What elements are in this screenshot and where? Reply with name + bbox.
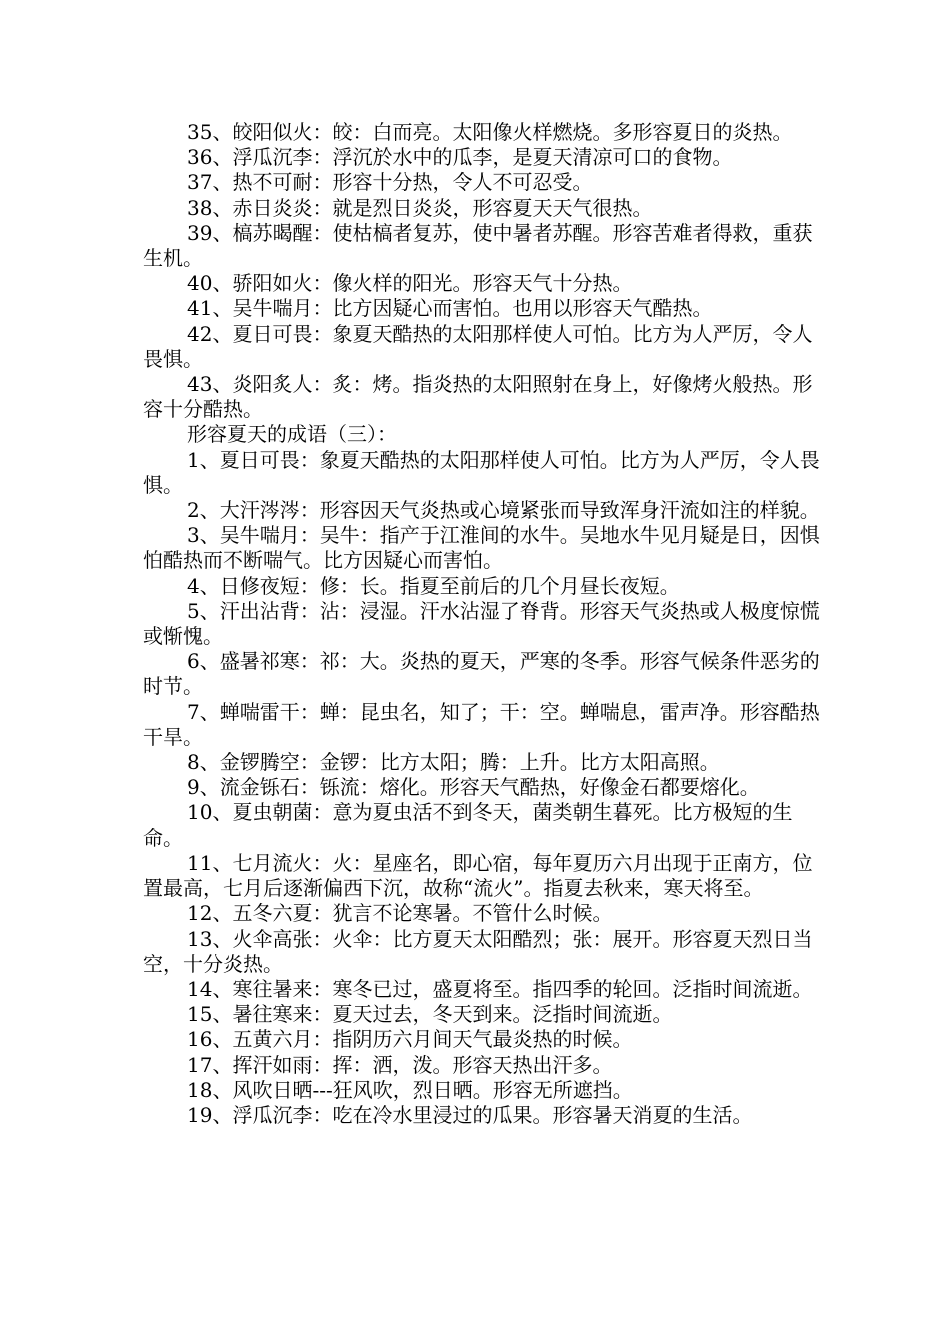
paragraph-section3-2: 2、大汗涔涔：形容因天气炎热或心境紧张而导致浑身汗流如注的样貌。	[187, 498, 820, 523]
paragraph-section3-1: 1、夏日可畏：象夏天酷热的太阳那样使人可怕。比方为人严厉，令人畏惧。	[143, 447, 820, 497]
paragraph-idiom-41: 41、吴牛喘月：比方因疑心而害怕。也用以形容天气酷热。	[187, 296, 713, 321]
paragraph-section3-10: 10、夏虫朝菌：意为夏虫活不到冬天，菌类朝生暮死。比方极短的生命。	[143, 800, 793, 850]
paragraph-idiom-35: 35、皎阳似火：皎：白而亮。太阳像火样燃烧。多形容夏日的炎热。	[187, 120, 793, 144]
paragraph-section3-17: 17、挥汗如雨：挥：洒，泼。形容天热出汗多。	[187, 1052, 613, 1077]
paragraph-section3-4: 4、日修夜短：修：长。指夏至前后的几个月昼长夜短。	[187, 573, 680, 598]
paragraph-section3-12: 12、五冬六夏：犹言不论寒暑。不管什么时候。	[187, 901, 613, 926]
paragraph-section3-6: 6、盛暑祁寒：祁：大。炎热的夏天，严寒的冬季。形容气候条件恶劣的时节。	[143, 649, 820, 699]
paragraph-section3-13: 13、火伞高张：火伞：比方夏天太阳酷烈；张：展开。形容夏天烈日当空，十分炎热。	[143, 926, 813, 976]
paragraph-section3-9: 9、流金铄石：铄流：熔化。形容天气酷热，好像金石都要熔化。	[187, 775, 760, 800]
paragraph-idiom-38: 38、赤日炎炎：就是烈日炎炎，形容夏天天气很热。	[187, 195, 653, 220]
document-body	[143, 120, 823, 1128]
paragraph-idiom-42: 42、夏日可畏：象夏天酷热的太阳那样使人可怕。比方为人严厉，令人畏惧。	[143, 321, 813, 371]
paragraph-idiom-36: 36、浮瓜沉李：浮沉於水中的瓜李，是夏天清凉可口的食物。	[187, 145, 733, 170]
section-heading: 形容夏天的成语（三）：	[187, 422, 397, 447]
paragraph-section3-7: 7、蝉喘雷干：蝉：昆虫名，知了；干：空。蝉喘息，雷声净。形容酷热干旱。	[143, 699, 820, 749]
paragraph-section3-3: 3、吴牛喘月：吴牛：指产于江淮间的水牛。吴地水牛见月疑是日，因惧怕酷热而不断喘气。比方因疑心而害怕。	[143, 523, 820, 573]
paragraph-section3-5: 5、汗出沾背：沾：浸湿。汗水沾湿了脊背。形容天气炎热或人极度惊慌或惭愧。	[143, 598, 820, 649]
paragraph-section3-19: 19、浮瓜沉李：吃在冷水里浸过的瓜果。形容暑天消夏的生活。	[187, 1102, 753, 1127]
paragraph-section3-16: 16、五黄六月：指阴历六月间天气最炎热的时候。	[187, 1027, 633, 1052]
paragraph-idiom-43: 43、炎阳炙人：炙：烤。指炎热的太阳照射在身上，好像烤火般热。形容十分酷热。	[143, 372, 813, 422]
paragraph-section3-14: 14、寒往暑来：寒冬已过，盛夏将至。指四季的轮回。泛指时间流逝。	[187, 976, 813, 1001]
paragraph-idiom-39: 39、槁苏暍醒：使枯槁者复苏，使中暑者苏醒。形容苦难者得救，重获生机。	[143, 220, 813, 271]
paragraph-section3-18: 18、风吹日晒---狂风吹，烈日晒。形容无所遮挡。	[187, 1077, 633, 1102]
paragraph-idiom-37: 37、热不可耐：形容十分热，令人不可忍受。	[187, 170, 593, 195]
paragraph-section3-8: 8、金锣腾空：金锣：比方太阳；腾：上升。比方太阳高照。	[187, 750, 720, 775]
paragraph-section3-15: 15、暑往寒来：夏天过去，冬天到来。泛指时间流逝。	[187, 1002, 673, 1027]
paragraph-idiom-40: 40、骄阳如火：像火样的阳光。形容天气十分热。	[187, 271, 633, 296]
paragraph-section3-11: 11、七月流火：火：星座名，即心宿，每年夏历六月出现于正南方，位置最高，七月后逐渐偏西下沉，故称“流火”。指夏去秋来，寒天将至。	[143, 850, 813, 901]
